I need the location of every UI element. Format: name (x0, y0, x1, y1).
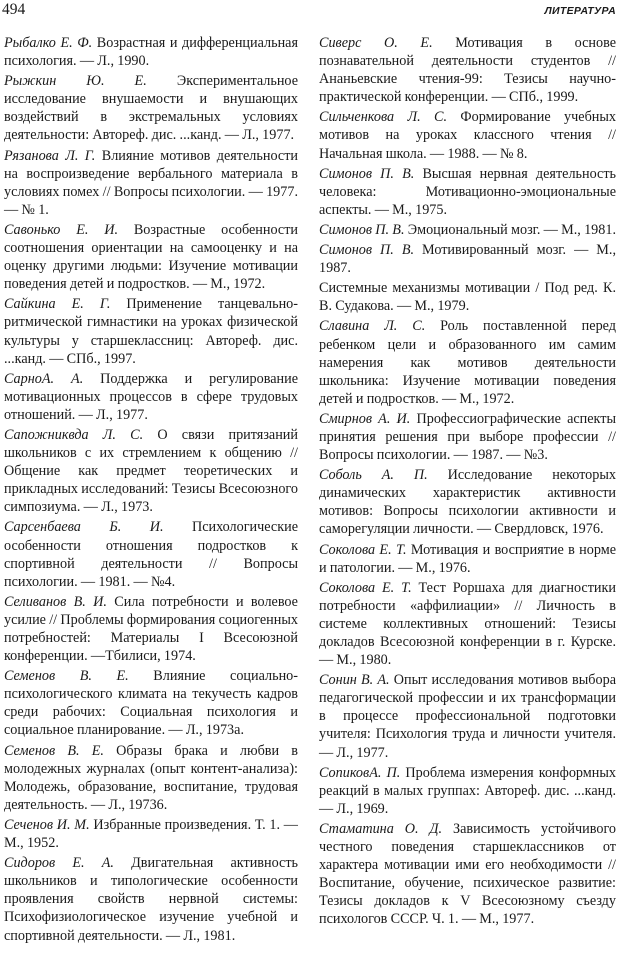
entry-author: Семенов В. Е. (4, 668, 129, 685)
entry-text: Мотивированный мозг. — М., 1987. (319, 242, 617, 277)
entry-author: Стаматина О. Д. (319, 820, 443, 837)
bibliography-entry (319, 541, 616, 577)
bibliography-entry (4, 221, 298, 293)
bibliography-entry (319, 221, 616, 239)
entry-author: Соболь А. П. (319, 467, 428, 484)
bibliography-entry (319, 34, 616, 106)
bibliography-entry (4, 854, 298, 944)
entry-text: Образы брака и любви в молодежных журналах (опыт контент-анализа): Молодежь, образование, воспитание, трудовая деятельность. — Л., 19736. (4, 742, 298, 813)
entry-text: Избранные произведения. Т. 1. — М., 1952. (4, 816, 298, 852)
bibliography-entry (319, 820, 616, 929)
bibliography-entry (4, 667, 298, 739)
entry-author: Рыжкин Ю. Е. (4, 73, 147, 90)
entry-text: Применение танцевально-ритмической гимнастики на уроках физической культуры у старшеклассниц: Автореф. дис. ...канд. — СПб., 1997. (4, 296, 298, 367)
entry-text: Проблема измерения конформных реакций в малых группах: Автореф. дис. ...канд. — Л., 1969. (319, 764, 617, 817)
bibliography-entry (4, 593, 298, 665)
page-number: 494 (2, 1, 26, 18)
entry-text: О связи притязаний школьников с их стремлением к общению // Общение как предмет теоретических и прикладных исследований: Тезисы Всесоюзного симпозиума. — Л., 1973. (4, 426, 298, 516)
entry-text: Системные механизмы мотивации / Под ред. К. В. Судакова. — М., 1979. (319, 280, 616, 315)
bibliography-entry (4, 370, 298, 424)
entry-author: Сарсенбаева Б. И. (4, 519, 164, 536)
bibliography-entry (4, 518, 298, 590)
entry-author: СарноА. А. (4, 370, 84, 387)
entry-text: Влияние социально-психологического климата на текучесть кадров среди рабочих: Социальная психология и социальное планирование. — Л., 1973а. (4, 668, 298, 739)
bibliography-entry (319, 579, 616, 669)
bibliography-entry (4, 816, 298, 852)
entry-text: Психологические особенности отношения подростков к спортивной деятельности // Вопросы психологии. — 1981. — №4. (4, 519, 299, 590)
entry-author: Симонов П. В. (319, 221, 405, 238)
bibliography-entry (319, 317, 616, 407)
entry-author: СопиковА. П. (319, 764, 401, 781)
entry-author: Сидоров Е. А. (4, 855, 114, 872)
entry-author: Сайкина Е. Г. (4, 296, 111, 313)
entry-text: Экспериментальное исследование внушаемости и внушающих воздействий в экстремальных условиях деятельности: Автореф. дис. ...канд. — Л., 1977. (4, 73, 298, 144)
entry-author: Сеченов И. М. (4, 816, 90, 833)
entry-author: Соколова Е. Т. (319, 579, 412, 596)
right-column (319, 34, 616, 931)
entry-text: Сила потребности и волевое усилие // Проблемы формирования социогенных потребностей: Материалы I Всесоюзной конференции. —Тбилиси, 1974. (4, 593, 298, 665)
entry-author: Рыбалко Е. Ф. (4, 35, 93, 51)
entry-text: Возрастные особенности соотношения ориентации на самооценку и на оценку другими людьми: Изучение мотивации поведения детей и подростков. — М., 1972. (4, 221, 299, 293)
bibliography-entry (319, 466, 616, 538)
bibliography-entry (319, 764, 616, 818)
entry-author: Сонин В. А. (319, 672, 390, 689)
entry-author: Рязанова Л. Г. (4, 147, 96, 164)
entry-text: Формирование учебных мотивов на уроках классного чтения // Начальная школа. — 1988. — № 8. (319, 109, 616, 162)
bibliography-entry (319, 108, 616, 162)
running-title: ЛИТЕРАТУРА (544, 5, 616, 17)
entry-text: Поддержка и регулирование мотивационных процессов в сфере трудовых отношений. — Л., 1977. (4, 370, 299, 423)
entry-text: Влияние мотивов деятельности на воспроизведение вербального материала в условиях помех // Вопросы психологии. — 1977. — № 1. (4, 147, 298, 218)
bibliography-entry (4, 426, 298, 516)
entry-author: Селиванов В. И. (4, 593, 107, 610)
bibliography-entry (4, 295, 298, 367)
entry-author: Соколова Е. Т. (319, 541, 407, 558)
bibliography-entry (319, 410, 616, 464)
page-header (0, 0, 620, 24)
bibliography-entry (4, 147, 298, 219)
entry-author: Сильченкова Л. С. (319, 109, 448, 126)
bibliography-entry (4, 742, 298, 814)
bibliography-entry (4, 34, 298, 70)
entry-author: Сиверс О. Е. (319, 35, 433, 51)
entry-author: Савонько Е. И. (4, 221, 119, 238)
entry-author: Семенов В. Е. (4, 742, 104, 759)
bibliography-entry (319, 241, 616, 277)
entry-text: Возрастная и дифференциальная психология. — Л., 1990. (4, 35, 298, 70)
entry-text: Исследование некоторых динамических характеристик активности мотивов: Вопросы психологии активности и саморегуляции личности. — Свердловск, 1976. (319, 467, 616, 538)
entry-text: Опыт исследования мотивов выбора педагогической профессии и их трансформации в процессе профессиональной подготовки учителя: Психология труда и личности учителя. — Л., 1977. (319, 672, 616, 761)
entry-author: Славина Л. С. (319, 318, 426, 335)
entry-text: Мотивация и восприятие в норме и патологии. — М., 1976. (319, 541, 616, 576)
entry-text: Профессиографические аспекты принятия решения при выборе профессии // Вопросы психологии. — 1987. — №3. (319, 410, 616, 464)
entry-author: Симонов П. В. (319, 165, 415, 182)
entry-text: Мотивация в основе познавательной деятельности студентов // Ананьевские чтения-99: Тезисы научно-практической конференции. — СПб., 1999. (319, 35, 617, 106)
entry-text: Тест Роршаха для диагностики потребности «аффилиации» // Личность в системе коллективных отношений: Тезисы докладов Всесоюзной конференции в г. Курске. — М., 1980. (319, 579, 616, 669)
entry-text: Роль поставленной перед ребенком цели и образованного им самим намерения как мотивов деятельности школьника: Изучение мотивации поведения детей и подростков. — М., 1972. (319, 318, 616, 407)
bibliography-entry (319, 279, 616, 315)
entry-author: Сапожниквда Л. С. (4, 426, 144, 443)
entry-text: Эмоциональный мозг. — М., 1981. (404, 221, 616, 238)
left-column (4, 34, 298, 947)
entry-text: Высшая нервная деятельность человека: Мотивационно-эмоциональные аспекты. — М., 1975. (319, 165, 616, 218)
entry-author: Смирнов А. И. (319, 410, 411, 427)
bibliography-entry (4, 72, 298, 144)
entry-author: Симонов П. В. (319, 242, 415, 259)
entry-text: Зависимость устойчивого честного поведения старшеклассников от характера мотивации ими его необходимости // Воспитание, обучение, психическое развитие: Тезисы докладов к V Всесоюзному съезду психологов СССР. Ч. 1. — М., 1977. (319, 820, 617, 928)
bibliography-entry (319, 165, 616, 219)
entry-text: Двигательная активность школьников и типологические особенности проявления свойств нервной системы: Психофизиологическое изучение учебной и спортивной деятельности. — Л., 1981. (4, 855, 298, 944)
bibliography-entry (319, 671, 616, 761)
